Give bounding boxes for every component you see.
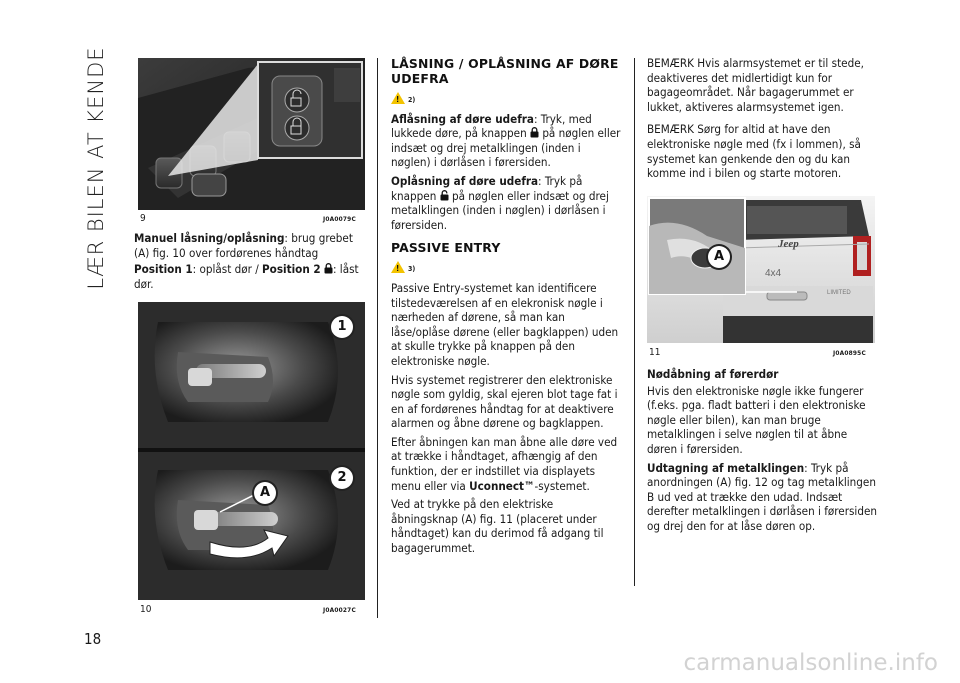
figure-11-image	[647, 196, 875, 343]
column-1-text	[134, 231, 370, 295]
unlock-icon	[440, 190, 449, 201]
column-2-text: LÅSNING / OPLÅSNING AF DØRE UDEFRA ! 2) Aflåsning af døre udefra: Tryk, med lukkede døre, på knappen på nøglen eller indsæt og drej metalklingen (inden i nøglen) i dørlåsen i førersiden. Oplåsning af døre udefra: Tryk på knappen på nøglen eller indsæt og drej metalklingen (inden i nøglen) i dørlåsen i førersiden. PASSIVE ENTRY ! 3) Passive Entry-systemet kan identificere tilstedeværelsen af en elekronisk nøgle i nærheden af dørene, så man kan låse/oplåse dørene (eller bagklappen) uden at skulle trykke på knappen på den elektroniske nøgle. Hvis systemet registrerer den elektroniske nøgle som gyldig, skal ejeren blot tage fat i en af fordørenes håndtag for at deaktivere alarmen og åbne dørene og bagklappen. Efter åbningen kan man åbne alle døre ved at trække i håndtaget, afhængig af den funktion, der er indstillet via displayets menu eller via Uconnect™-systemet. Ved at trykke på den elektriske åbningsknap (A) fig. 11 (placeret under håndtaget) kan du derimod få adgang til bagagerummet.	[391, 56, 623, 560]
position-1-text: : oplåst dør /	[192, 262, 263, 277]
page-number: 18	[84, 630, 102, 648]
heading-locking: LÅSNING / OPLÅSNING AF DØRE UDEFRA	[391, 56, 619, 86]
emergency-paragraph: Hvis den elektroniske nøgle ikke fungerer (f.eks. pga. fladt batteri i den elektroniske nøgle eller bilen), kan man bruge metalklingen i selve nøglen til at åbne døren i førersiden.	[647, 383, 866, 456]
warning-ref-3: ! 3)	[391, 260, 623, 277]
chapter-title	[84, 48, 108, 288]
unlock-label: Aflåsning af døre udefra	[391, 111, 534, 126]
figure-11-number: 11	[649, 347, 661, 358]
watermark: carmanualsonline.info	[683, 650, 938, 676]
lock-icon	[324, 263, 333, 274]
heading-emergency-opening: Nødåbning af førerdør	[647, 367, 779, 381]
manual-label: Manuel låsning/oplåsning	[134, 231, 285, 245]
figure-9-code: J0A0079C	[323, 215, 356, 223]
callout-a: A	[708, 246, 730, 268]
column-3-notes	[647, 56, 879, 185]
figure-10-code: J0A0027C	[323, 606, 356, 614]
passive-entry-paragraph: Efter åbningen kan man åbne alle døre ved at trække i håndtaget, afhængig af den funktion, der er indstillet via displayets menu eller via Uconnect™-systemet.	[391, 434, 618, 493]
extract-label: Udtagning af metalklingen	[647, 460, 805, 475]
column-3-text: Nødåbning af førerdør Hvis den elektroniske nøgle ikke fungerer (f.eks. pga. fladt batteri i den elektroniske nøgle eller bilen), kan man bruge metalklingen i selve nøglen til at åbne døren i førersiden. Udtagning af metalklingen: Tryk på anordningen (A) fig. 12 og tag metalklingen B ud ved at trække den udad. Indsæt derefter metalklingen i dørlåsen i førersiden og drej den for at låse døren op.	[647, 367, 879, 538]
position-1-label: Position 1	[134, 262, 193, 277]
svg-text:4x4: 4x4	[765, 268, 782, 279]
column-separator	[377, 58, 378, 618]
passive-entry-paragraph: Passive Entry-systemet kan identificere tilstedeværelsen af en elekronisk nøgle i nærheden af dørene, så man kan låse/oplåse dørene (eller bagklappen) uden at skulle trykke på knappen på den elektroniske nøgle.	[391, 280, 619, 368]
figure-11-code: J0A0895C	[833, 349, 866, 357]
figure-10-image	[138, 302, 365, 600]
warning-icon: !	[391, 261, 408, 274]
callout-a: A	[254, 482, 276, 504]
warning-ref-2: ! 2)	[391, 91, 623, 108]
column-separator	[634, 58, 635, 586]
heading-passive-entry: PASSIVE ENTRY	[391, 240, 501, 256]
warning-icon: !	[391, 92, 408, 105]
chapter-title-text: LÆR BILEN AT KENDE	[84, 46, 108, 290]
passive-entry-paragraph: Hvis systemet registrerer den elektroniske nøgle som gyldig, skal ejeren blot tage fat i en af fordørenes håndtag for at deaktivere alarmen og åbne dørene og bagklappen.	[391, 372, 618, 431]
jeep-badge: Jeep	[778, 238, 799, 250]
note-key: BEMÆRK Sørg for altid at have den elektroniske nøgle med (fx i lommen), så systemet kan genkende den og du kan komme ind i bilen og starte motoren.	[647, 122, 861, 181]
figure-9-image	[138, 58, 365, 210]
figure-10-number: 10	[140, 604, 152, 615]
position-2-label: Position 2	[262, 262, 321, 277]
note-alarm: BEMÆRK Hvis alarmsystemet er til stede, deaktiveres det midlertidigt kun for bagageområdet. Når bagagerummet er lukket, aktiveres alarmsystemet igen.	[647, 56, 864, 114]
passive-entry-paragraph: Ved at trykke på den elektriske åbningsknap (A) fig. 11 (placeret under håndtaget) kan du derimod få adgang til bagagerummet.	[391, 497, 604, 556]
position-2-text: : låst dør.	[134, 262, 359, 291]
lock-label: Oplåsning af døre udefra	[391, 173, 539, 188]
svg-text:LIMITED: LIMITED	[827, 290, 851, 296]
lock-icon	[530, 127, 539, 138]
callout-1: 1	[331, 316, 353, 338]
callout-2: 2	[331, 467, 353, 489]
manual-text: : brug grebet (A) fig. 10 over fordørenes håndtag	[134, 231, 353, 260]
figure-9-number: 9	[140, 213, 146, 224]
